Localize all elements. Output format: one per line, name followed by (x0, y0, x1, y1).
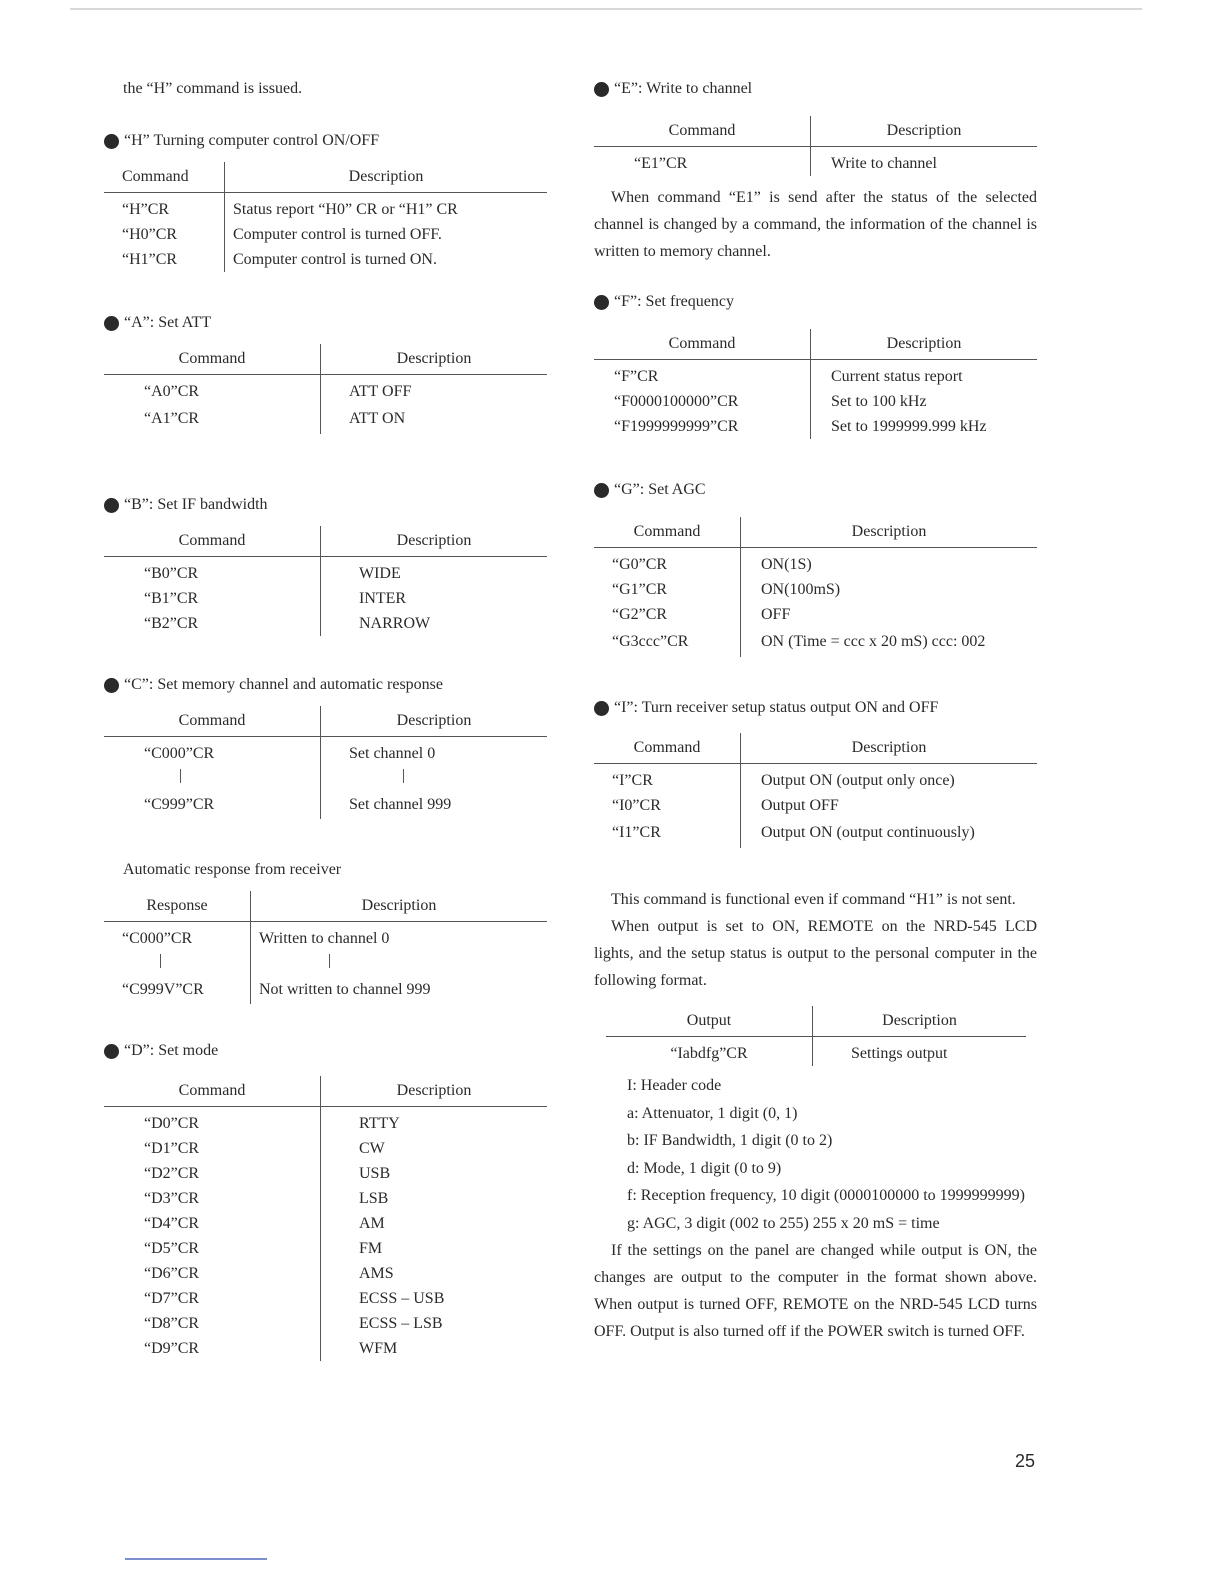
table-f: Command Description “F”CR Current status report “F0000100000”CR Set to 100 kHz “F1999999999”CR Set to 1999999.999 kHz (594, 329, 1037, 439)
table-row: “C999”CR Set channel 999 (104, 791, 547, 819)
table-row: “B0”CR WIDE (104, 557, 547, 587)
section-f-heading: “F”: Set frequency (594, 291, 1037, 313)
table-h: Command Description “H”CR Status report “H0” CR or “H1” CR “H0”CR Computer control is turned OFF. “H1”CR Computer control is turned ON. (104, 162, 547, 272)
table-row: “I0”CR Output OFF (594, 793, 1037, 818)
bullet-icon (104, 1044, 119, 1059)
range-bar (160, 954, 161, 968)
range-bar (180, 769, 181, 783)
section-i-heading: “I”: Turn receiver setup status output ON and OFF (594, 697, 1037, 719)
page-number: 25 (1015, 1451, 1036, 1471)
table-row: “D7”CR ECSS – USB (104, 1286, 547, 1311)
bullet-icon (104, 678, 119, 693)
table-row: “I”CR Output ON (output only once) (594, 764, 1037, 794)
table-row: “Iabdfg”CR Settings output (606, 1037, 1026, 1067)
bullet-icon (104, 498, 119, 513)
format-legend (594, 1072, 1037, 1237)
para-output-on: When output is set to ON, REMOTE on the NRD-545 LCD lights, and the setup status is output to the personal computer in the following format. (594, 918, 1037, 989)
table-g: Command Description “G0”CR ON(1S) “G1”CR ON(100mS) “G2”CR OFF “G3ccc”CR ON (Time = ccc x 20 mS) ccc: 002 (594, 517, 1037, 657)
table-row: “D2”CR USB (104, 1161, 547, 1186)
para-settings-changed: If the settings on the panel are changed while output is ON, the changes are output to the computer in the format shown above. When output is turned OFF, REMOTE on the NRD-545 LCD turns OFF. Output is also turned off if the POWER switch is turned OFF. (594, 1242, 1037, 1340)
bottom-rule (125, 1558, 267, 1560)
table-i: Command Description “I”CR Output ON (output only once) “I0”CR Output OFF “I1”CR Output ON (output continuously) (594, 733, 1037, 848)
legend-item: b: IF Bandwidth, 1 digit (0 to 2) (627, 1132, 833, 1149)
bullet-icon (104, 316, 119, 331)
section-d-heading: “D”: Set mode (104, 1040, 547, 1062)
table-b: Command Description “B0”CR WIDE “B1”CR INTER “B2”CR NARROW (104, 526, 547, 636)
range-bar (329, 954, 330, 968)
table-c: Command Description “C000”CR Set channel 0 “C999”CR Set channel 999 (104, 706, 547, 819)
auto-response-heading: Automatic response from receiver (123, 861, 342, 878)
bullet-icon (594, 82, 609, 97)
table-output: Output Description “Iabdfg”CR Settings output (606, 1006, 1026, 1066)
section-b-heading: “B”: Set IF bandwidth (104, 494, 547, 516)
table-row: “I1”CR Output ON (output continuously) (594, 818, 1037, 848)
table-row: “C999V”CR Not written to channel 999 (104, 976, 547, 1004)
table-row: “D9”CR WFM (104, 1336, 547, 1361)
legend-item: g: AGC, 3 digit (002 to 255) 255 x 20 mS = time (627, 1214, 940, 1232)
table-row: “H”CR Status report “H0” CR or “H1” CR (104, 193, 547, 223)
section-a-heading: “A”: Set ATT (104, 312, 547, 334)
left-column (104, 78, 547, 1361)
top-rule (70, 8, 1142, 10)
table-row: “D1”CR CW (104, 1136, 547, 1161)
intro-text: the “H” command is issued. (123, 80, 303, 97)
table-row: “F”CR Current status report (594, 360, 1037, 390)
table-row: “F0000100000”CR Set to 100 kHz (594, 389, 1037, 414)
table-row: “A0”CR ATT OFF (104, 375, 547, 405)
section-e-heading: “E”: Write to channel (594, 78, 1037, 100)
table-row: “D4”CR AM (104, 1211, 547, 1236)
table-row: “H0”CR Computer control is turned OFF. (104, 222, 547, 247)
table-row: “G3ccc”CR ON (Time = ccc x 20 mS) ccc: 002 (594, 627, 1037, 657)
legend-item: I: Header code (627, 1077, 722, 1094)
bullet-icon (594, 701, 609, 716)
table-e: Command Description “E1”CR Write to channel (594, 116, 1037, 176)
legend-item: f: Reception frequency, 10 digit (0000100000 to 1999999999) (627, 1187, 1025, 1204)
table-row: “D0”CR RTTY (104, 1107, 547, 1137)
table-row: “F1999999999”CR Set to 1999999.999 kHz (594, 414, 1037, 439)
table-row: “B2”CR NARROW (104, 611, 547, 636)
table-a: Command Description “A0”CR ATT OFF “A1”CR ATT ON (104, 344, 547, 434)
range-continuation-row (104, 951, 547, 976)
table-d: Command Description “D0”CR RTTY “D1”CR CW “D2”CR USB “D3”CR LSB “D4”CR AM “D5”CR FM “D6”CR AMS “D7”CR ECSS – USB “D8”CR ECSS – LSB “D9”CR WFM (104, 1076, 547, 1361)
table-row: “A1”CR ATT ON (104, 404, 547, 434)
table-row: “C000”CR Set channel 0 (104, 737, 547, 767)
table-row: “H1”CR Computer control is turned ON. (104, 247, 547, 272)
range-continuation-row (104, 766, 547, 791)
table-row: “C000”CR Written to channel 0 (104, 922, 547, 952)
table-row: “D6”CR AMS (104, 1261, 547, 1286)
bullet-icon (104, 134, 119, 149)
table-row: “G1”CR ON(100mS) (594, 577, 1037, 602)
table-row: “D3”CR LSB (104, 1186, 547, 1211)
table-row: “D5”CR FM (104, 1236, 547, 1261)
range-bar (403, 769, 404, 783)
bullet-icon (594, 295, 609, 310)
table-auto-response: Response Description “C000”CR Written to channel 0 “C999V”CR Not written to channel 999 (104, 891, 547, 1004)
section-c-heading: “C”: Set memory channel and automatic response (104, 674, 547, 696)
section-h-heading: “H” Turning computer control ON/OFF (104, 130, 547, 152)
table-row: “G0”CR ON(1S) (594, 548, 1037, 578)
table-row: “G2”CR OFF (594, 602, 1037, 627)
table-row: “D8”CR ECSS – LSB (104, 1311, 547, 1336)
bullet-icon (594, 483, 609, 498)
table-row: “B1”CR INTER (104, 586, 547, 611)
table-row: “E1”CR Write to channel (594, 147, 1037, 177)
section-g-heading: “G”: Set AGC (594, 479, 1037, 501)
legend-item: a: Attenuator, 1 digit (0, 1) (627, 1104, 798, 1122)
legend-item: d: Mode, 1 digit (0 to 9) (627, 1159, 782, 1177)
e-note: When command “E1” is send after the status of the selected channel is changed by a command, the information of the channel is written to memory channel. (594, 189, 1037, 260)
para-functional: This command is functional even if command “H1” is not sent. (611, 891, 1016, 908)
right-column (594, 78, 1037, 1345)
